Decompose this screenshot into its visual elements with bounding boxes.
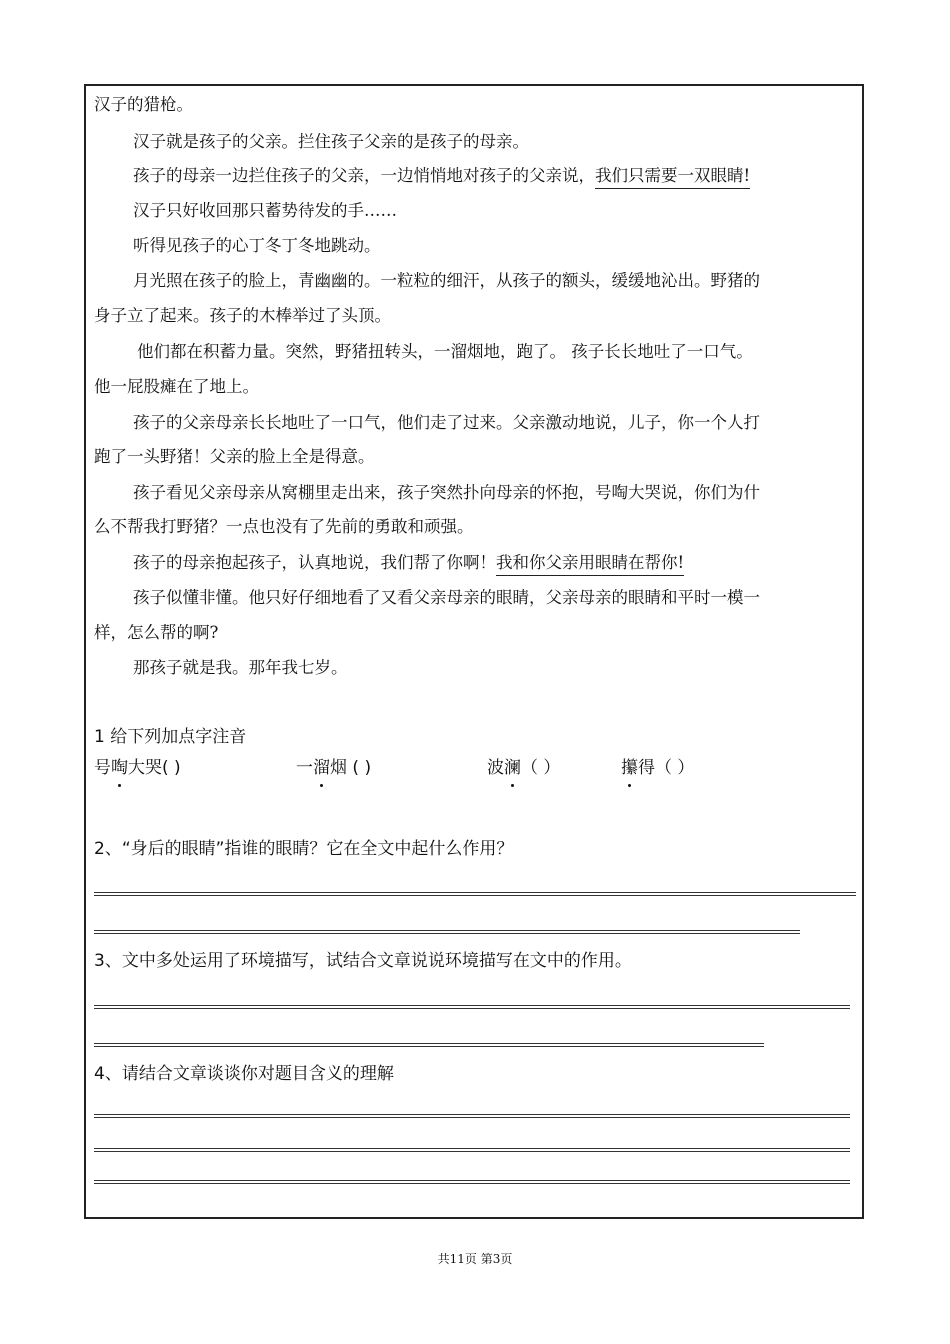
passage-line: 他一屁股瘫在了地上。 — [94, 377, 259, 396]
answer-line[interactable] — [94, 1043, 764, 1047]
passage-line: 他们都在积蓄力量。突然，野猪扭转头，一溜烟地，跑了。 孩子长长地吐了一口气。 — [137, 342, 753, 361]
answer-line[interactable] — [94, 1148, 850, 1152]
passage-line: 孩子似懂非懂。他只好仔细地看了又看父亲母亲的眼睛，父亲母亲的眼睛和平时一模一 — [133, 588, 760, 607]
dotted-char: 溜 — [313, 758, 330, 778]
passage-line: 汉子的猎枪。 — [94, 95, 193, 114]
passage-line: 汉子只好收回那只蓄势待发的手…… — [133, 201, 397, 220]
passage-line: 月光照在孩子的脸上，青幽幽的。一粒粒的细汗，从孩子的额头，缓缓地沁出。野猪的 — [133, 271, 760, 290]
question-1-title: 1 给下列加点字注音 — [94, 727, 247, 747]
passage-line: 样，怎么帮的啊? — [94, 623, 219, 642]
passage-line: 那孩子就是我。那年我七岁。 — [133, 658, 348, 677]
passage-line: 么不帮我打野猪？一点也没有了先前的勇敢和顽强。 — [94, 517, 474, 536]
passage-line: 听得见孩子的心丁冬丁冬地跳动。 — [133, 236, 381, 255]
answer-line[interactable] — [94, 930, 800, 934]
passage-text: 孩子的母亲抱起孩子，认真地说，我们帮了你啊！ — [133, 553, 496, 572]
passage-line: 跑了一头野猪！父亲的脸上全是得意。 — [94, 447, 375, 466]
passage-line — [133, 552, 684, 574]
passage-text: 孩子的母亲一边拦住孩子的父亲，一边悄悄地对孩子的父亲说， — [133, 166, 595, 185]
answer-line[interactable] — [94, 1180, 850, 1184]
dotted-char: 啕 — [111, 758, 128, 778]
passage-line: 孩子看见父亲母亲从窝棚里走出来，孩子突然扑向母亲的怀抱，号啕大哭说，你们为什 — [133, 483, 760, 502]
passage-line: 身子立了起来。孩子的木棒举过了头顶。 — [94, 306, 391, 325]
answer-line[interactable] — [94, 1114, 850, 1118]
question-2-title: 2、“身后的眼睛”指谁的眼睛？它在全文中起什么作用？ — [94, 839, 514, 859]
question-1-item: 波澜（ ） — [487, 758, 561, 778]
answer-line[interactable] — [94, 1005, 850, 1009]
dotted-char: 澜 — [504, 758, 521, 778]
underlined-sentence: 我们只需要一双眼睛! — [595, 166, 750, 189]
dotted-char: 攥 — [621, 758, 638, 778]
question-3-title: 3、文中多处运用了环境描写，试结合文章说说环境描写在文中的作用。 — [94, 951, 632, 971]
page-footer: 共11页 第3页 — [437, 1252, 513, 1266]
question-1-item: 号啕大哭( ) — [94, 758, 181, 778]
underlined-sentence: 我和你父亲用眼睛在帮你! — [496, 553, 684, 576]
passage-line: 孩子的父亲母亲长长地吐了一口气，他们走了过来。父亲激动地说，儿子，你一个人打 — [133, 413, 760, 432]
passage-line: 汉子就是孩子的父亲。拦住孩子父亲的是孩子的母亲。 — [133, 132, 529, 151]
question-1-item: 一溜烟 ( ) — [296, 758, 372, 778]
question-1-item: 攥得（ ） — [621, 758, 695, 778]
question-4-title: 4、请结合文章谈谈你对题目含义的理解 — [94, 1064, 394, 1084]
passage-line — [133, 165, 750, 187]
answer-line[interactable] — [94, 892, 856, 896]
